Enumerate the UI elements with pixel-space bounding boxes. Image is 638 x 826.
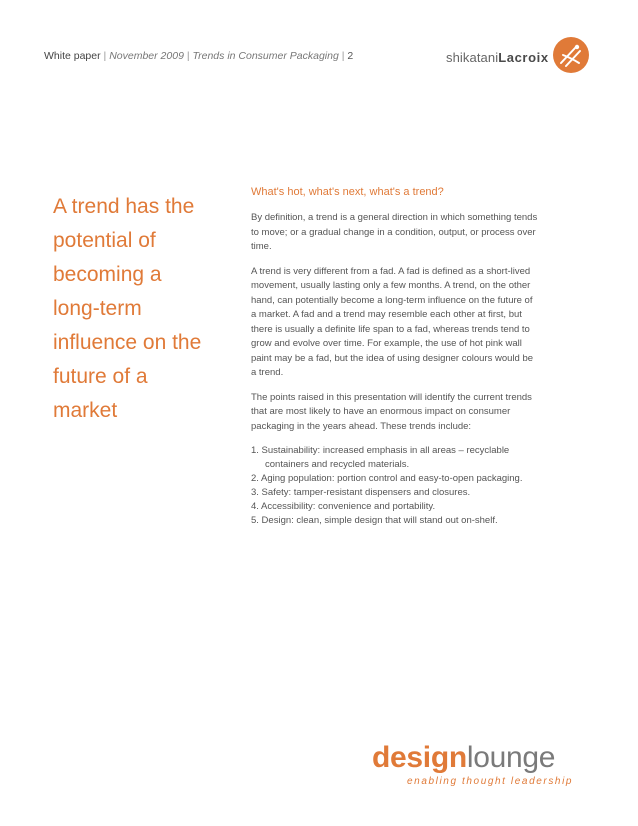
text-line: hand, can potentially become a long-term influence on the future of <box>251 294 533 306</box>
doc-type: White paper <box>44 50 101 62</box>
text-line: there is usually a definite life span to a fad, whereas trends tend to <box>251 323 530 335</box>
text-line: that are most likely to have an enormous impact on consumer <box>251 406 511 417</box>
header-separator: | <box>103 50 107 62</box>
shikatani-lacroix-logo <box>446 36 591 78</box>
header-separator: | <box>186 50 190 62</box>
main-content <box>251 186 596 528</box>
pull-quote-line: influence on the <box>53 331 202 354</box>
pull-quote-line: market <box>53 399 118 422</box>
paragraph-trend-vs-fad <box>251 265 596 381</box>
text-line: grow and evolve over time. For example, the use of hot pink wall <box>251 338 522 349</box>
text-line: to move; or a gradual change in a condition, output, or process over <box>251 226 536 238</box>
pull-quote-line: potential of <box>53 229 156 252</box>
list-item-text: 5. Design: clean, simple design that will stand out on-shelf. <box>251 515 498 526</box>
pull-quote-line: future of a <box>53 365 148 388</box>
list-item-text: 4. Accessibility: convenience and portability. <box>251 501 436 512</box>
list-item <box>251 514 596 528</box>
list-item <box>251 444 596 472</box>
brand-name <box>446 50 549 65</box>
list-item <box>251 486 596 500</box>
list-item-text: 1. Sustainability: increased emphasis in all areas – recyclable <box>251 445 510 456</box>
pull-quote-line: becoming a <box>53 263 162 286</box>
brand-part-1: shikatani <box>446 50 499 65</box>
wordmark-design: design <box>372 741 467 774</box>
trends-list <box>251 444 596 528</box>
list-item <box>251 500 596 514</box>
paragraph-definition <box>251 211 596 255</box>
text-line: a trend. <box>251 367 284 378</box>
text-line: packaging in the years ahead. These trends include: <box>251 420 472 432</box>
text-line: A trend is very different from a fad. A fad is defined as a short-lived <box>251 265 531 277</box>
pull-quote-line: A trend has the <box>53 195 195 218</box>
text-line: The points raised in this presentation will identify the current trends <box>251 391 532 403</box>
text-line: paint may be a fad, but the idea of using designer colours would be <box>251 352 534 364</box>
pull-quote-line: long-term <box>53 297 142 320</box>
page-number: 2 <box>347 50 354 62</box>
text-line: a market. A fad and a trend may resemble each other at first, but <box>251 309 522 320</box>
header-date: November 2009 <box>109 50 184 62</box>
text-line: By definition, a trend is a general direction in which something tends <box>251 212 538 223</box>
designlounge-logo <box>372 738 592 798</box>
list-item-text: 2. Aging population: portion control and easy-to-open packaging. <box>251 473 523 484</box>
tagline: enabling thought leadership <box>407 776 574 787</box>
text-line: time. <box>251 241 272 252</box>
text-line: movement, usually lasting only a few months. A trend, on the other <box>251 280 531 291</box>
orange-circle-emblem-icon <box>552 36 590 74</box>
page-header <box>44 50 353 62</box>
header-topic: Trends in Consumer Packaging <box>192 50 339 62</box>
brand-part-2: Lacroix <box>498 50 549 65</box>
pull-quote <box>53 190 233 428</box>
wordmark-lounge: lounge <box>466 741 556 774</box>
list-item-continuation: containers and recycled materials. <box>265 459 410 470</box>
designlounge-wordmark <box>372 738 555 778</box>
list-item-text: 3. Safety: tamper-resistant dispensers and closures. <box>251 487 471 498</box>
list-item <box>251 472 596 486</box>
section-heading: What's hot, what's next, what's a trend? <box>251 186 444 198</box>
paragraph-points-raised <box>251 391 596 435</box>
header-separator: | <box>341 50 345 62</box>
